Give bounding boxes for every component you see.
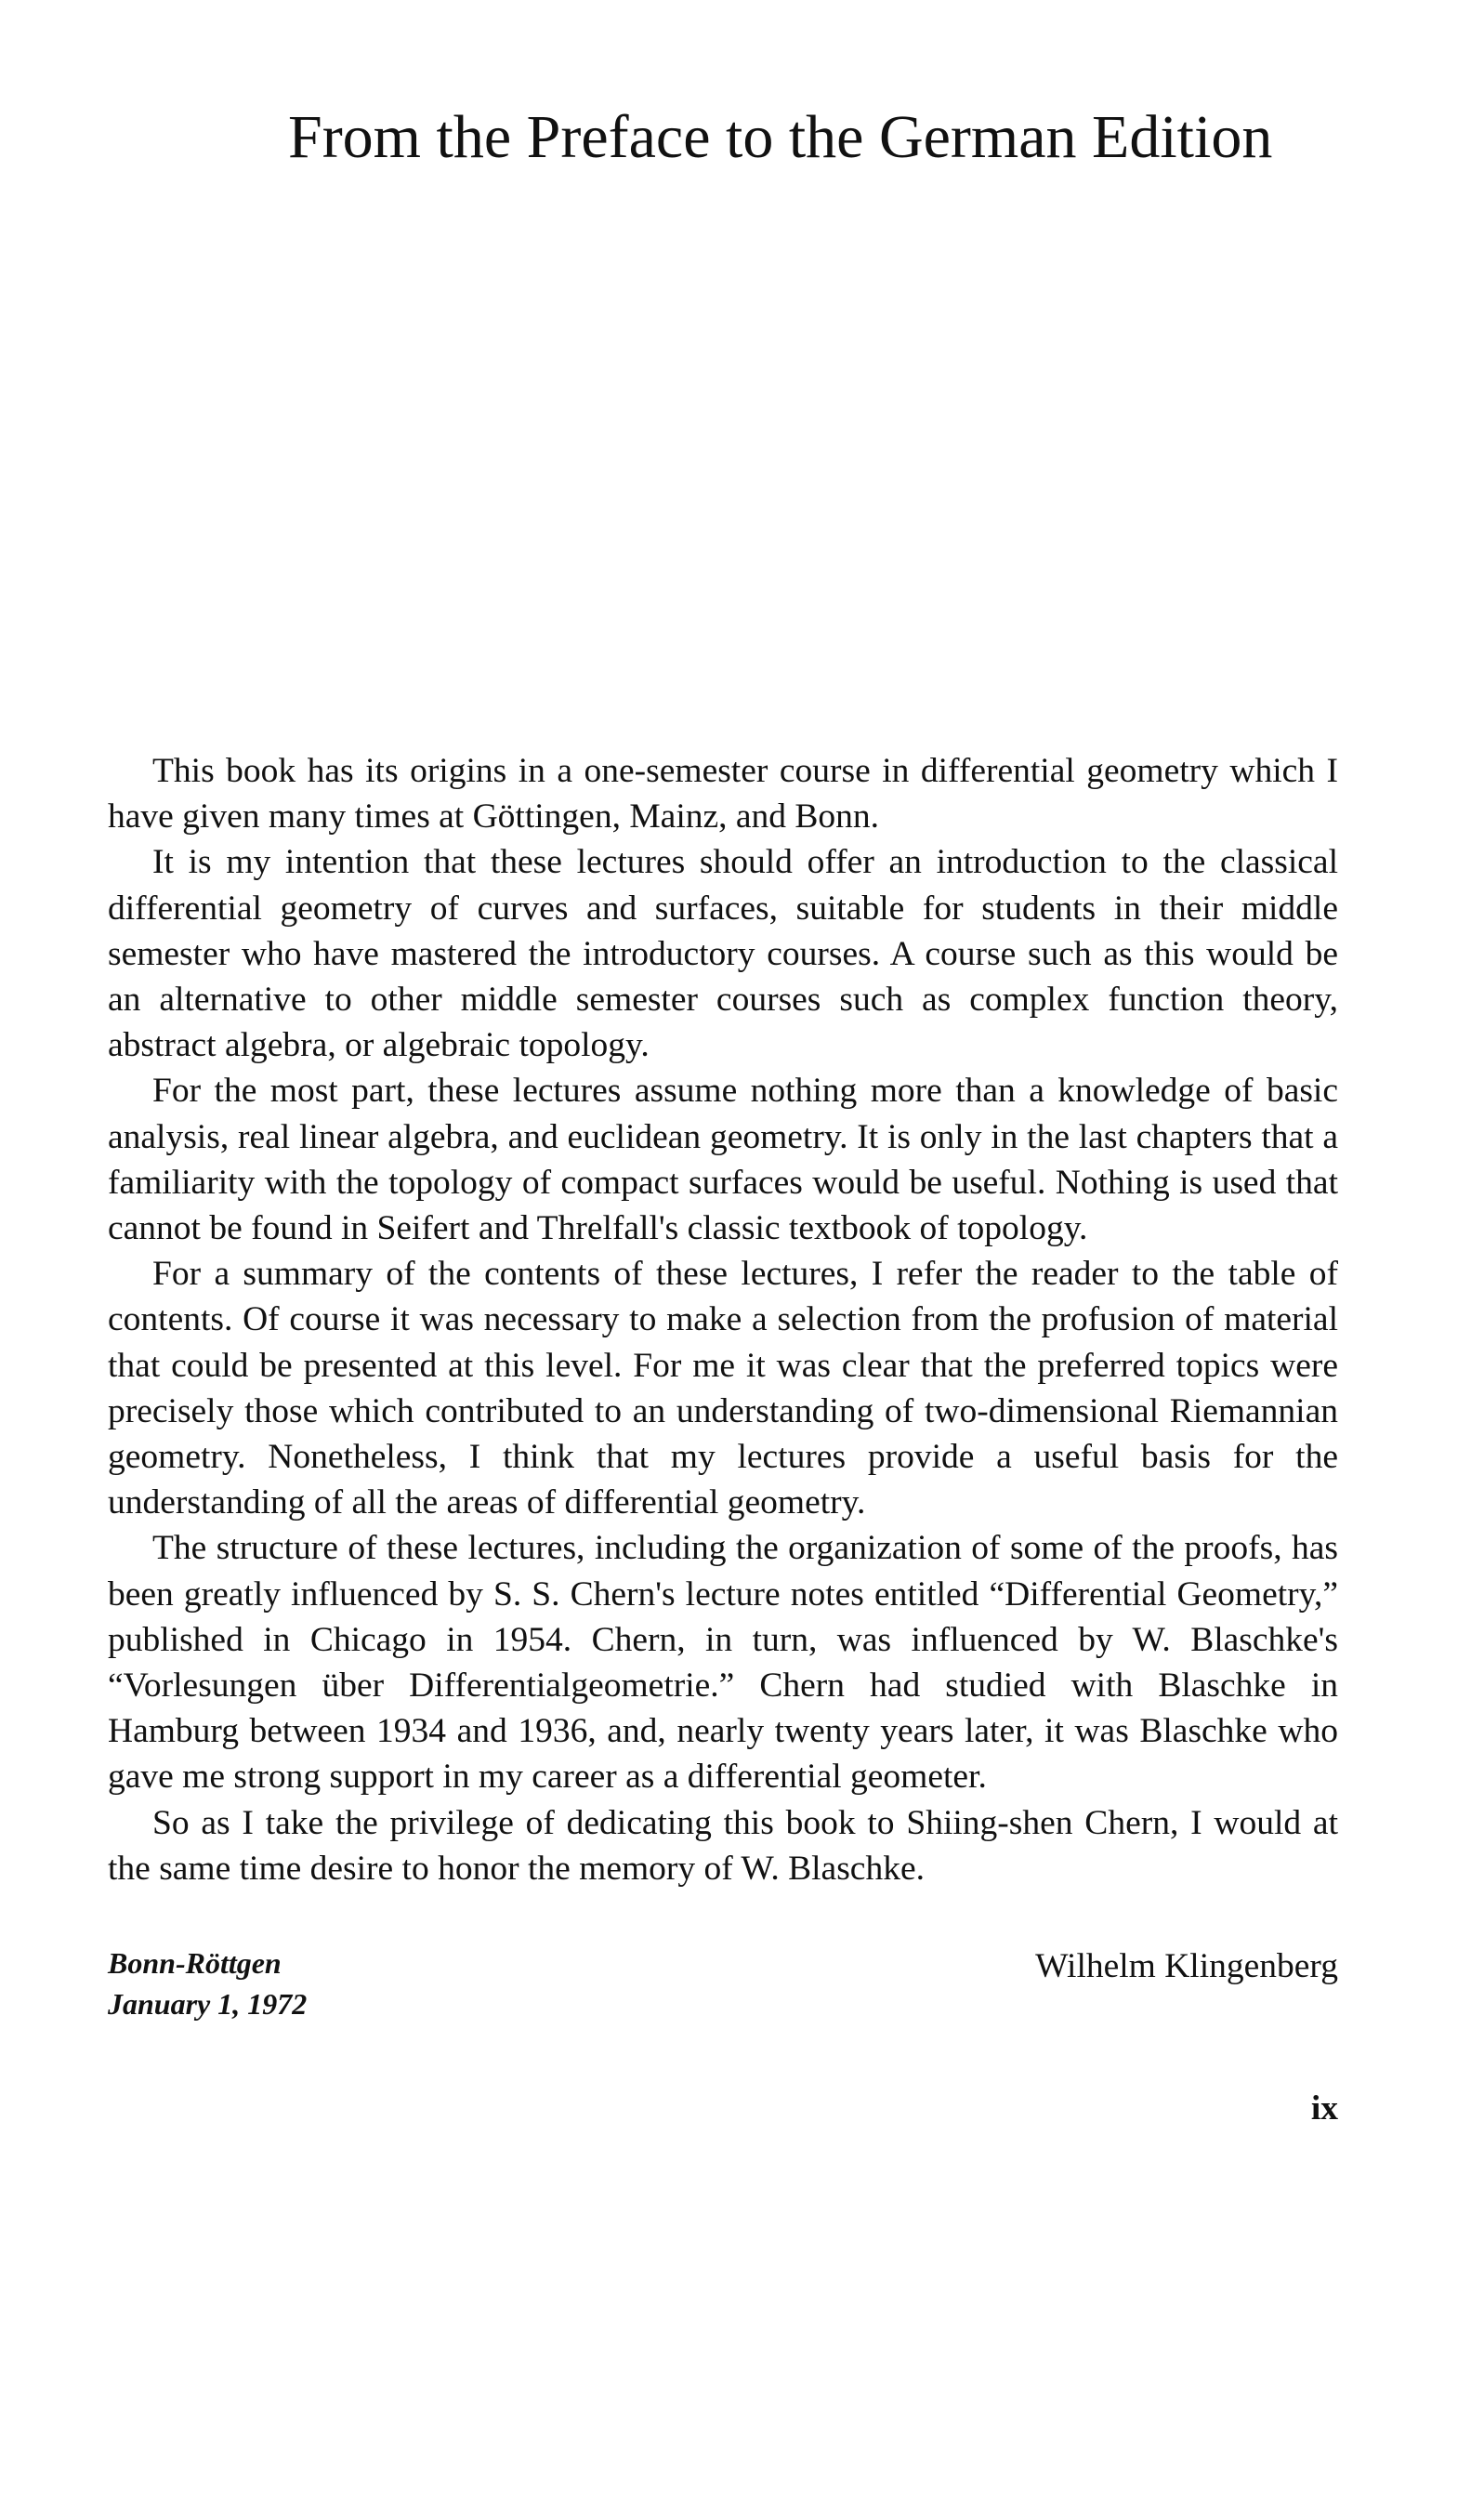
preface-paragraph-5: The structure of these lectures, including the organization of some of the proofs, has been greatly influenced by S. S. Chern's lecture notes entitled “Differential Geometry,” published in Chicago in 1954. Chern, in turn, was influenced by W. Blaschke's “Vorlesungen über Differentialgeometrie.” Chern had studied with Blaschke in Hamburg between 1934 and 1936, and, nearly twenty years later, it was Blaschke who gave me strong support in my career as a differential geometer. [108, 1529, 1338, 1797]
signature-place: Bonn-Röttgen [108, 1946, 282, 1980]
signature-date: January 1, 1972 [108, 1987, 308, 2021]
page-number: ix [1310, 2089, 1338, 2127]
preface-paragraph-2: It is my intention that these lectures should offer an introduction to the classical differential geometry of curves and surfaces, suitable for students in their middle semester who have mastered the introductory courses. A course such as this would be an alternative to other middle semester courses such as complex function theory, abstract algebra, or algebraic topology. [108, 843, 1338, 1065]
place-date-block [108, 1943, 307, 2024]
preface-paragraph-6: So as I take the privilege of dedicating this book to Shiing-shen Chern, I would at the same time desire to honor the memory of W. Blaschke. [108, 1803, 1338, 1888]
preface-body [108, 748, 1338, 1891]
preface-paragraph-3: For the most part, these lectures assume nothing more than a knowledge of basic analysis, real linear algebra, and euclidean geometry. It is only in the last chapters that a familiarity with the topology of compact surfaces would be useful. Nothing is used that cannot be found in Seifert and Threlfall's classic textbook of topology. [108, 1072, 1338, 1248]
preface-paragraph-1: This book has its origins in a one-semester course in differential geometry which I have given many times at Göttingen, Mainz, and Bonn. [108, 752, 1338, 836]
page-title: From the Preface to the German Edition [288, 103, 1273, 171]
preface-paragraph-4: For a summary of the contents of these lectures, I refer the reader to the table of contents. Of course it was necessary to make a selection from the profusion of material that could be presented at this level. For me it was clear that the preferred topics were precisely those which contributed to an understanding of two-dimensional Riemannian geometry. Nonetheless, I think that my lectures provide a useful basis for the understanding of all the areas of differential geometry. [108, 1255, 1338, 1522]
author-signature: Wilhelm Klingenberg [1035, 1947, 1338, 1985]
